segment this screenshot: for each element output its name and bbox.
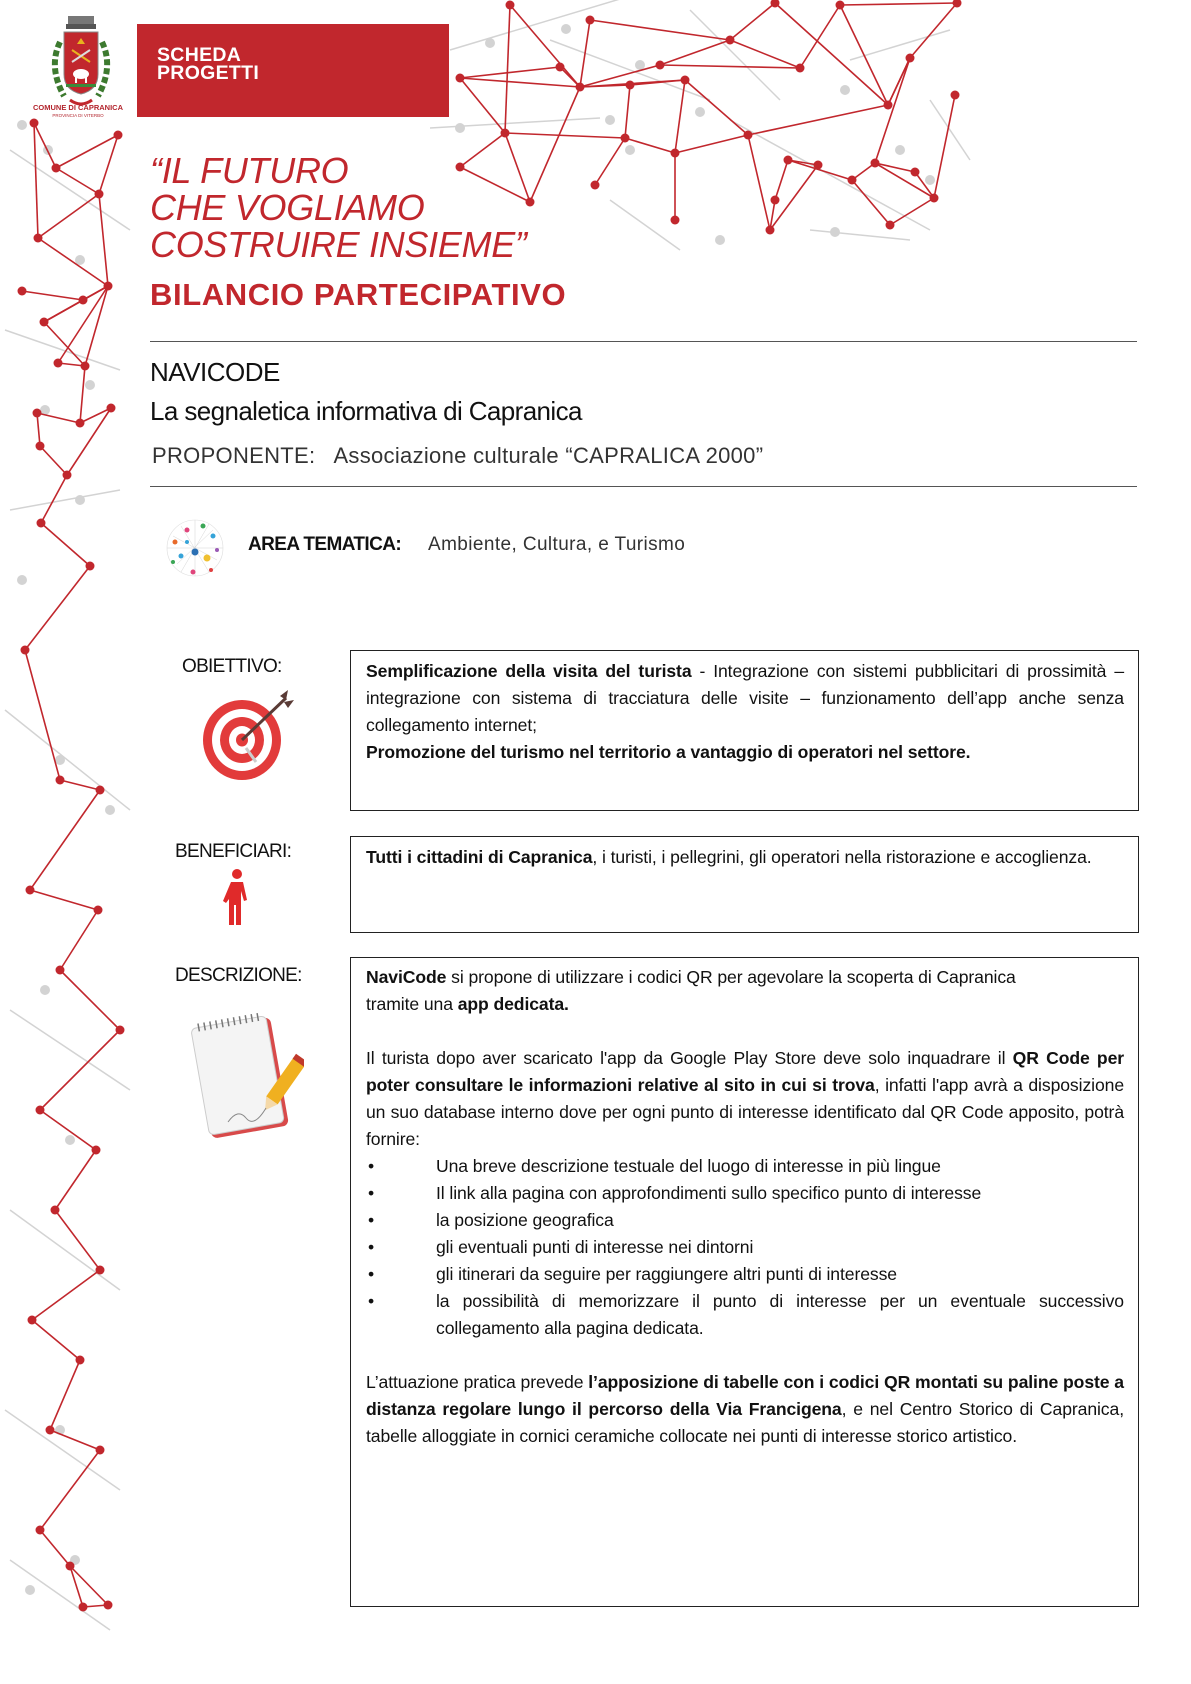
network-edge <box>41 523 90 566</box>
network-edge <box>660 65 800 68</box>
descrizione-p3-start: L’attuazione pratica prevede <box>366 1372 589 1392</box>
network-node-grey <box>25 1585 35 1595</box>
proponente-label: PROPONENTE: <box>152 443 316 468</box>
network-edge <box>60 910 98 970</box>
banner-line-2: PROGETTI <box>157 62 260 84</box>
network-node-grey <box>455 123 465 133</box>
network-node <box>28 1316 37 1325</box>
network-edge <box>748 105 888 135</box>
network-edge <box>40 1530 70 1566</box>
divider-bottom <box>150 486 1137 487</box>
bullet-item: • gli itinerari da seguire per raggiungere altri punti di interesse <box>366 1261 1124 1288</box>
network-node <box>104 1601 113 1610</box>
network-node <box>116 1026 125 1035</box>
network-node <box>556 63 565 72</box>
beneficiari-text <box>366 844 1124 871</box>
network-node <box>951 91 960 100</box>
descrizione-intro-rest: si propone di utilizzare i codici QR per agevolare la scoperta di Capranica <box>446 967 1016 987</box>
network-edge <box>55 1150 96 1210</box>
network-node <box>56 966 65 975</box>
province-name: PROVINCIA DI VITERBO <box>52 113 104 118</box>
target-icon <box>194 690 298 782</box>
network-node <box>36 1106 45 1115</box>
network-node-grey <box>830 227 840 237</box>
network-edge <box>60 970 120 1030</box>
network-edge <box>38 194 99 238</box>
network-edge-grey <box>10 1560 110 1630</box>
network-node <box>96 1446 105 1455</box>
network-edge-grey <box>930 100 970 160</box>
network-edge <box>32 1270 100 1320</box>
network-node-grey <box>485 38 495 48</box>
network-node <box>79 296 88 305</box>
network-node-grey <box>605 115 615 125</box>
descrizione-box <box>350 957 1139 1607</box>
network-node <box>51 1206 60 1215</box>
network-node <box>34 234 43 243</box>
network-edge <box>460 78 580 87</box>
network-node <box>36 442 45 451</box>
descrizione-p3-bold: l’apposizione di tabelle con i codici QR montati su paline poste a distanza regolare lungo il percorso della Via Francigena <box>366 1372 1124 1419</box>
network-edge-grey <box>10 1210 120 1290</box>
network-node <box>86 562 95 571</box>
network-node <box>626 81 635 90</box>
network-edge <box>840 3 957 5</box>
descrizione-intro-line2-bold: app dedicata. <box>457 994 569 1014</box>
descrizione-p2-start: Il turista dopo aver scaricato l'app da Google Play Store deve solo inquadrare il <box>366 1048 1013 1068</box>
network-node <box>576 83 585 92</box>
network-node <box>656 61 665 70</box>
network-node <box>621 134 630 143</box>
proponente-value: Associazione culturale “CAPRALICA 2000” <box>333 443 764 468</box>
slogan-line-1: “IL FUTURO <box>150 150 349 191</box>
network-node <box>96 1266 105 1275</box>
network-node-grey <box>895 145 905 155</box>
network-edge <box>660 40 730 65</box>
network-node-grey <box>75 495 85 505</box>
network-node <box>671 149 680 158</box>
network-edge <box>685 80 748 135</box>
obiettivo-paragraph-1 <box>366 658 1124 739</box>
proponente-row <box>152 443 763 469</box>
network-node-grey <box>561 24 571 34</box>
network-edge <box>888 58 910 105</box>
network-node <box>886 221 895 230</box>
network-node <box>884 101 893 110</box>
beneficiari-label: BENEFICIARI: <box>175 841 292 862</box>
obiettivo-box <box>350 650 1139 811</box>
network-edge-grey <box>5 710 130 810</box>
network-edge <box>852 180 890 225</box>
obiettivo-bold: Semplificazione della visita del turista <box>366 661 692 681</box>
network-edge <box>40 1450 100 1530</box>
network-edge <box>510 5 580 87</box>
network-edge <box>99 194 108 286</box>
descrizione-p3-rest: , e nel Centro Storico di Capranica, tabelle alloggiate in cornici ceramiche collocate nei punti di interesse storico artistico. <box>366 1399 1124 1446</box>
network-node <box>92 1146 101 1155</box>
network-edge <box>56 168 99 194</box>
network-node-grey <box>40 985 50 995</box>
network-edge <box>730 3 775 40</box>
network-edge <box>748 135 770 230</box>
network-node <box>526 198 535 207</box>
slogan <box>150 152 527 263</box>
network-node-grey <box>17 575 27 585</box>
network-edge-grey <box>610 200 680 250</box>
slogan-line-2: CHE VOGLIAMO <box>150 187 425 228</box>
network-node <box>848 176 857 185</box>
project-subtitle: La segnaletica informativa di Capranica <box>150 396 582 426</box>
descrizione-paragraph-2 <box>366 1045 1124 1153</box>
network-edge <box>460 67 560 78</box>
network-node <box>81 362 90 371</box>
network-node-grey <box>625 145 635 155</box>
municipality-caption <box>28 104 128 120</box>
descrizione-bullet-list <box>366 1153 1124 1342</box>
network-edge <box>55 1210 100 1270</box>
network-node <box>54 359 63 368</box>
network-node <box>79 1603 88 1612</box>
network-node <box>744 131 753 140</box>
obiettivo-rest: - Integrazione con sistemi pubblicitari di prossimità – integrazione con sistema di tracciatura delle visite – funzionamento dell’app anche senza collegamento internet; <box>366 661 1124 735</box>
network-edge <box>37 413 40 446</box>
obiettivo-text <box>366 658 1124 766</box>
network-node <box>76 1356 85 1365</box>
network-node-grey <box>635 60 645 70</box>
network-node <box>726 36 735 45</box>
network-node-grey <box>85 380 95 390</box>
network-edge <box>675 135 748 153</box>
network-edge <box>85 286 108 366</box>
bullet-item: • la posizione geografica <box>366 1207 1124 1234</box>
network-edge <box>675 80 685 153</box>
network-edge <box>800 5 840 68</box>
network-node-grey <box>695 107 705 117</box>
network-edge <box>25 650 60 780</box>
network-node <box>46 1426 55 1435</box>
network-edge-grey <box>810 230 910 240</box>
network-node <box>94 906 103 915</box>
network-edge <box>25 566 90 650</box>
network-node <box>501 129 510 138</box>
network-node <box>26 886 35 895</box>
network-node <box>21 646 30 655</box>
network-node <box>76 419 85 428</box>
network-node <box>586 16 595 25</box>
obiettivo-paragraph-2 <box>366 739 1124 766</box>
network-edge <box>32 1320 80 1360</box>
network-edge-grey <box>10 490 120 510</box>
descrizione-text <box>366 964 1124 1450</box>
network-edge <box>30 890 98 910</box>
network-globe-icon <box>163 516 227 580</box>
network-node <box>814 161 823 170</box>
network-node <box>37 519 46 528</box>
network-node-grey <box>65 1135 75 1145</box>
network-edge-grey <box>10 150 130 230</box>
network-node <box>771 196 780 205</box>
network-edge <box>595 138 625 185</box>
network-edge <box>22 291 83 300</box>
bullet-item: • gli eventuali punti di interesse nei dintorni <box>366 1234 1124 1261</box>
network-edge-grey <box>730 120 930 230</box>
network-node <box>114 131 123 140</box>
descrizione-label: DESCRIZIONE: <box>175 965 302 986</box>
slogan-line-3: COSTRUIRE INSIEME” <box>150 224 527 265</box>
program-title: BILANCIO PARTECIPATIVO <box>150 277 567 312</box>
network-node <box>681 76 690 85</box>
network-node <box>33 409 42 418</box>
divider-top <box>150 341 1137 342</box>
bullet-item: • Il link alla pagina con approfondimenti sullo specifico punto di interesse <box>366 1180 1124 1207</box>
network-edge <box>37 413 80 423</box>
network-node <box>104 282 113 291</box>
bullet-item: • Una breve descrizione testuale del luogo di interesse in più lingue <box>366 1153 1124 1180</box>
network-node <box>95 190 104 199</box>
network-node-grey <box>17 120 27 130</box>
network-edge <box>730 40 800 68</box>
network-node-grey <box>715 235 725 245</box>
obiettivo-label: OBIETTIVO: <box>182 656 282 677</box>
network-node <box>766 226 775 235</box>
network-node <box>107 404 116 413</box>
descrizione-intro-bold: NaviCode <box>366 967 447 987</box>
descrizione-intro <box>366 964 1124 991</box>
project-title: NAVICODE <box>150 357 280 387</box>
network-node <box>871 159 880 168</box>
network-node <box>52 164 61 173</box>
descrizione-p2-rest: , infatti l'app avrà a disposizione un suo database interno dove per ogni punto di interesse identificato dal QR Code apposito, potrà fornire: <box>366 1075 1124 1149</box>
municipal-crest-icon <box>34 12 126 116</box>
municipality-name: COMUNE DI CAPRANICA <box>33 103 123 112</box>
network-node <box>36 1526 45 1535</box>
network-node <box>911 168 920 177</box>
network-edge <box>30 790 100 890</box>
network-edge <box>44 322 85 366</box>
walking-person-icon <box>220 868 256 928</box>
network-node <box>40 318 49 327</box>
network-edge <box>41 475 67 523</box>
network-node <box>930 194 939 203</box>
bullet-item: • la possibilità di memorizzare il punto di interesse per un eventuale successivo collegamento alla pagina dedicata. <box>366 1288 1124 1342</box>
network-node <box>796 64 805 73</box>
network-node <box>63 471 72 480</box>
scheda-progetti-banner <box>137 24 449 117</box>
network-node-grey <box>105 805 115 815</box>
network-edge <box>530 87 580 202</box>
network-edge <box>775 160 788 200</box>
network-node-grey <box>55 755 65 765</box>
network-edge <box>875 58 910 163</box>
beneficiari-rest: , i turisti, i pellegrini, gli operatori nella ristorazione e accoglienza. <box>592 847 1092 867</box>
network-edge <box>875 163 915 172</box>
network-edge <box>505 5 510 133</box>
network-node <box>836 1 845 10</box>
network-node <box>591 181 600 190</box>
notepad-pencil-icon <box>188 1010 304 1144</box>
network-node <box>456 74 465 83</box>
beneficiari-bold: Tutti i cittadini di Capranica <box>366 847 593 867</box>
beneficiari-box <box>350 836 1139 933</box>
network-node <box>784 156 793 165</box>
area-tematica-label: AREA TEMATICA: <box>248 534 402 555</box>
network-decoration-top <box>430 0 1191 380</box>
network-node <box>18 287 27 296</box>
network-edge <box>34 123 38 238</box>
network-edge <box>625 85 630 138</box>
network-node-grey <box>840 85 850 95</box>
network-node <box>906 54 915 63</box>
network-edge <box>50 1360 80 1430</box>
banner-line-1: SCHEDA <box>157 44 242 66</box>
network-node <box>96 786 105 795</box>
area-tematica-value: Ambiente, Cultura, e Turismo <box>428 534 686 555</box>
network-edge <box>38 238 108 286</box>
descrizione-p2-bold: QR Code per poter consultare le informazioni relative al sito in cui si trova <box>366 1048 1124 1095</box>
descrizione-intro-line2-text: tramite una <box>366 994 458 1014</box>
descrizione-paragraph-3 <box>366 1369 1124 1450</box>
network-node-grey <box>925 175 935 185</box>
network-node <box>506 1 515 10</box>
network-edge <box>40 446 67 475</box>
network-node <box>56 776 65 785</box>
network-edge <box>505 133 625 138</box>
network-edge <box>34 123 56 168</box>
network-node <box>671 216 680 225</box>
obiettivo-bold-2: Promozione del turismo nel territorio a vantaggio di operatori nel settore. <box>366 742 971 762</box>
network-edge <box>40 1030 120 1110</box>
network-node <box>66 1562 75 1571</box>
network-decoration-left <box>0 110 140 1684</box>
network-edge <box>580 20 590 87</box>
descrizione-intro-line2 <box>366 991 1124 1018</box>
network-edge <box>80 366 85 423</box>
